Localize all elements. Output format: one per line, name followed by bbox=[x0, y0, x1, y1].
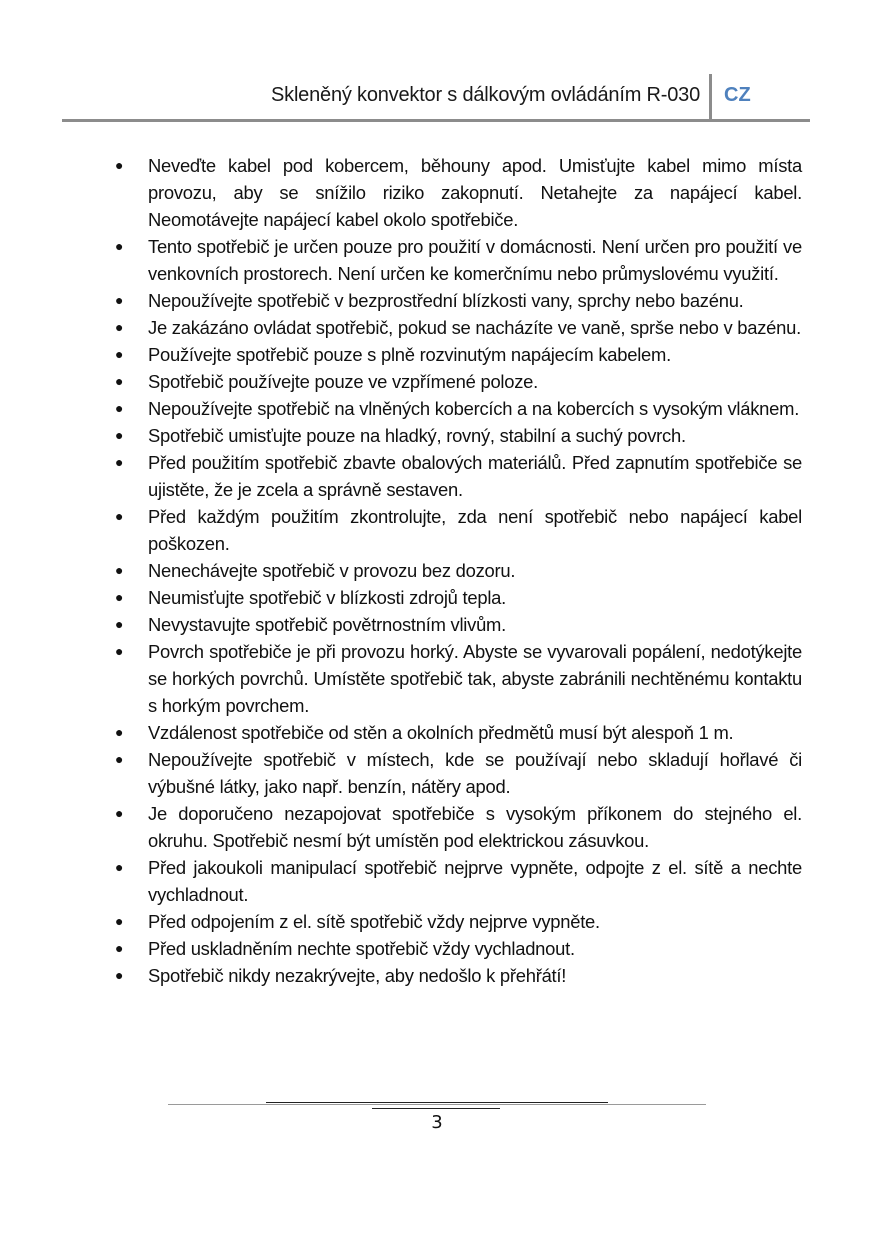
bullet-icon: ● bbox=[115, 400, 124, 416]
bullet-item: ● Před jakoukoli manipulací spotřebič nejprve vypněte, odpojte z el. sítě a nechte vychladnout. bbox=[112, 854, 802, 908]
header-rule bbox=[62, 119, 810, 122]
footer-rule bbox=[372, 1108, 500, 1109]
bullet-item: ● Před odpojením z el. sítě spotřebič vždy nejprve vypněte. bbox=[112, 908, 802, 935]
bullet-item: ● Nevystavujte spotřebič povětrnostním vlivům. bbox=[112, 611, 802, 638]
page-header bbox=[62, 74, 810, 122]
bullet-icon: ● bbox=[115, 157, 124, 173]
bullet-icon: ● bbox=[115, 805, 124, 821]
bullet-icon: ● bbox=[115, 508, 124, 524]
bullet-item: ● Povrch spotřebiče je při provozu horký. Abyste se vyvarovali popálení, nedotýkejte se horkých povrchů. Umístěte spotřebič tak, abyste zabránili nechtěnému kontaktu s horkým povrchem. bbox=[112, 638, 802, 719]
bullet-item: ● Nepoužívejte spotřebič v místech, kde se používají nebo skladují hořlavé či výbušné látky, jako např. benzín, nátěry apod. bbox=[112, 746, 802, 800]
bullet-icon: ● bbox=[115, 346, 124, 362]
bullet-icon: ● bbox=[115, 373, 124, 389]
bullet-icon: ● bbox=[115, 643, 124, 659]
bullet-item: ● Neveďte kabel pod kobercem, běhouny apod. Umisťujte kabel mimo místa provozu, aby se snížilo riziko zakopnutí. Netahejte za napájecí kabel. Neomotávejte napájecí kabel okolo spotřebiče. bbox=[112, 152, 802, 233]
bullet-item: ● Spotřebič používejte pouze ve vzpřímené poloze. bbox=[112, 368, 802, 395]
bullet-item: ● Spotřebič umisťujte pouze na hladký, rovný, stabilní a suchý povrch. bbox=[112, 422, 802, 449]
bullet-item: ● Je doporučeno nezapojovat spotřebiče s vysokým příkonem do stejného el. okruhu. Spotřebič nesmí být umístěn pod elektrickou zásuvkou. bbox=[112, 800, 802, 854]
bullet-icon: ● bbox=[115, 562, 124, 578]
bullet-item: ● Nepoužívejte spotřebič na vlněných kobercích a na kobercích s vysokým vláknem. bbox=[112, 395, 802, 422]
bullet-item: ● Používejte spotřebič pouze s plně rozvinutým napájecím kabelem. bbox=[112, 341, 802, 368]
bullet-icon: ● bbox=[115, 589, 124, 605]
bullet-icon: ● bbox=[115, 292, 124, 308]
bullet-icon: ● bbox=[115, 859, 124, 875]
bullet-icon: ● bbox=[115, 427, 124, 443]
bullet-item: ● Před každým použitím zkontrolujte, zda není spotřebič nebo napájecí kabel poškozen. bbox=[112, 503, 802, 557]
bullet-list bbox=[112, 152, 802, 989]
footer-rule bbox=[266, 1102, 608, 1103]
bullet-item: ● Nepoužívejte spotřebič v bezprostřední blízkosti vany, sprchy nebo bazénu. bbox=[112, 287, 802, 314]
bullet-item: ● Tento spotřebič je určen pouze pro použití v domácnosti. Není určen pro použití ve venkovních prostorech. Není určen ke komerčnímu nebo průmyslovému využití. bbox=[112, 233, 802, 287]
bullet-icon: ● bbox=[115, 967, 124, 983]
bullet-item: ● Vzdálenost spotřebiče od stěn a okolních předmětů musí být alespoň 1 m. bbox=[112, 719, 802, 746]
bullet-icon: ● bbox=[115, 454, 124, 470]
page-number: 3 bbox=[431, 1112, 443, 1133]
bullet-icon: ● bbox=[115, 913, 124, 929]
header-separator bbox=[709, 74, 712, 120]
document-title: Skleněný konvektor s dálkovým ovládáním R-030 bbox=[271, 84, 700, 106]
bullet-icon: ● bbox=[115, 940, 124, 956]
bullet-icon: ● bbox=[115, 616, 124, 632]
footer-rule bbox=[168, 1104, 706, 1105]
bullet-icon: ● bbox=[115, 724, 124, 740]
bullet-item: ● Neumisťujte spotřebič v blízkosti zdrojů tepla. bbox=[112, 584, 802, 611]
bullet-icon: ● bbox=[115, 319, 124, 335]
bullet-item: ● Nenechávejte spotřebič v provozu bez dozoru. bbox=[112, 557, 802, 584]
language-code: CZ bbox=[724, 84, 751, 106]
bullet-item: ● Je zakázáno ovládat spotřebič, pokud se nacházíte ve vaně, sprše nebo v bazénu. bbox=[112, 314, 802, 341]
safety-instructions bbox=[112, 152, 802, 989]
bullet-item: ● Před použitím spotřebič zbavte obalových materiálů. Před zapnutím spotřebiče se ujistěte, že je zcela a správně sestaven. bbox=[112, 449, 802, 503]
bullet-item: ● Před uskladněním nechte spotřebič vždy vychladnout. bbox=[112, 935, 802, 962]
bullet-item: ● Spotřebič nikdy nezakrývejte, aby nedošlo k přehřátí! bbox=[112, 962, 802, 989]
bullet-icon: ● bbox=[115, 751, 124, 767]
bullet-icon: ● bbox=[115, 238, 124, 254]
